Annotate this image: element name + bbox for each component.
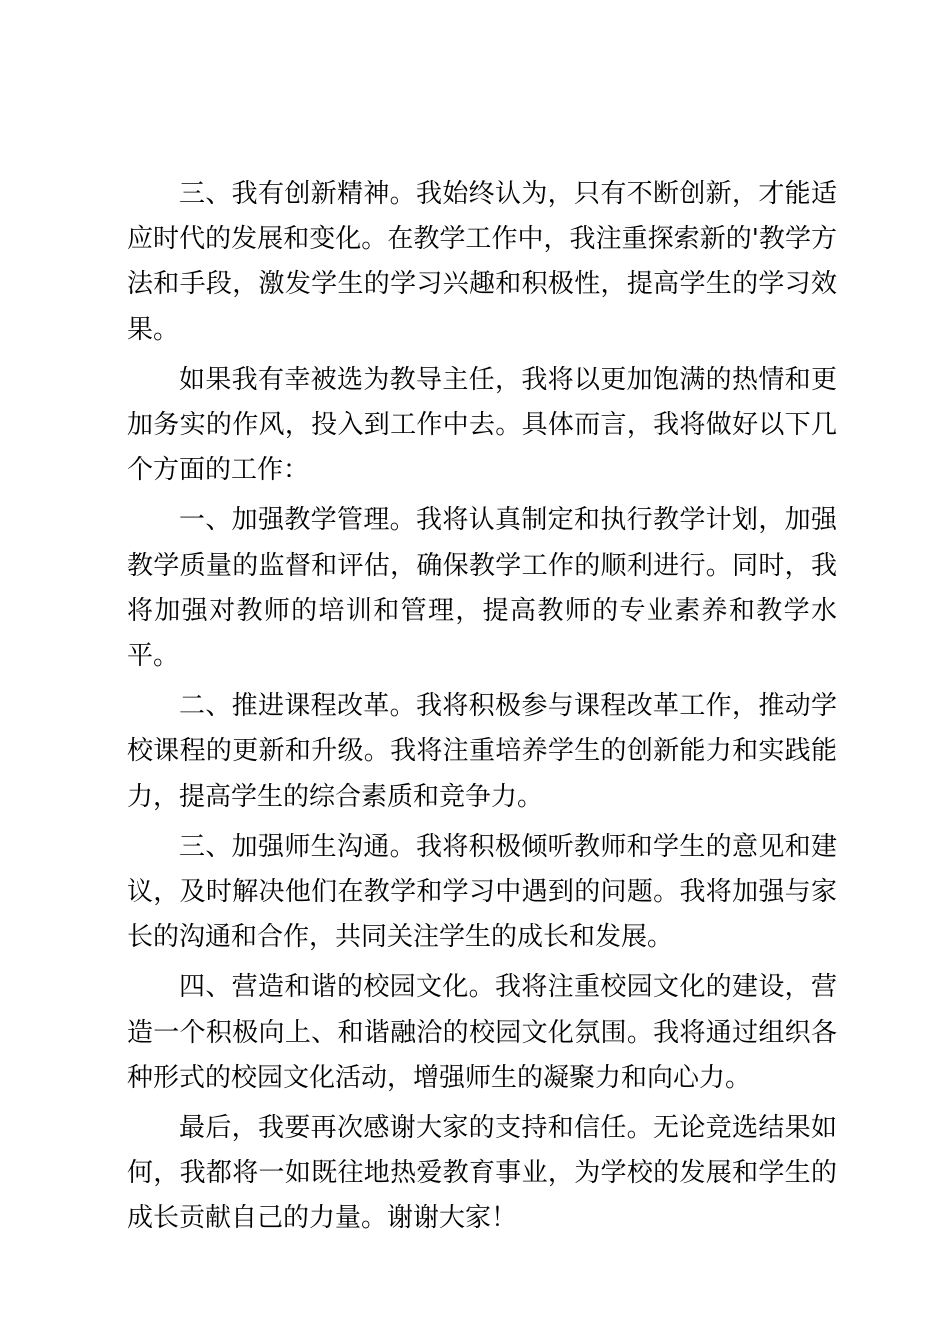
paragraph-closing: 最后，我要再次感谢大家的支持和信任。无论竞选结果如何，我都将一如既往地热爱教育事业，为学校的发展和学生的成长贡献自己的力量。谢谢大家！ bbox=[127, 1113, 837, 1234]
paragraph-innovation-spirit: 三、我有创新精神。我始终认为，只有不断创新，才能适应时代的发展和变化。在教学工作中，我注重探索新的'教学方法和手段，激发学生的学习兴趣和积极性，提高学生的学习效果。 bbox=[127, 179, 837, 345]
paragraph-commitment: 如果我有幸被选为教导主任，我将以更加饱满的热情和更加务实的作风，投入到工作中去。具体而言，我将做好以下几个方面的工作： bbox=[127, 364, 837, 486]
paragraph-campus-culture: 四、营造和谐的校园文化。我将注重校园文化的建设，营造一个积极向上、和谐融洽的校园文化氛围。我将通过组织各种形式的校园文化活动，增强师生的凝聚力和向心力。 bbox=[127, 972, 837, 1093]
paragraph-curriculum-reform: 二、推进课程改革。我将积极参与课程改革工作，推动学校课程的更新和升级。我将注重培养学生的创新能力和实践能力，提高学生的综合素质和竞争力。 bbox=[127, 691, 837, 812]
paragraph-teacher-student-communication: 三、加强师生沟通。我将积极倾听教师和学生的意见和建议，及时解决他们在教学和学习中遇到的问题。我将加强与家长的沟通和合作，共同关注学生的成长和发展。 bbox=[127, 831, 837, 953]
paragraph-teaching-management: 一、加强教学管理。我将认真制定和执行教学计划，加强教学质量的监督和评估，确保教学工作的顺利进行。同时，我将加强对教师的培训和管理，提高教师的专业素养和教学水平。 bbox=[127, 505, 837, 672]
document-body bbox=[127, 172, 837, 1247]
